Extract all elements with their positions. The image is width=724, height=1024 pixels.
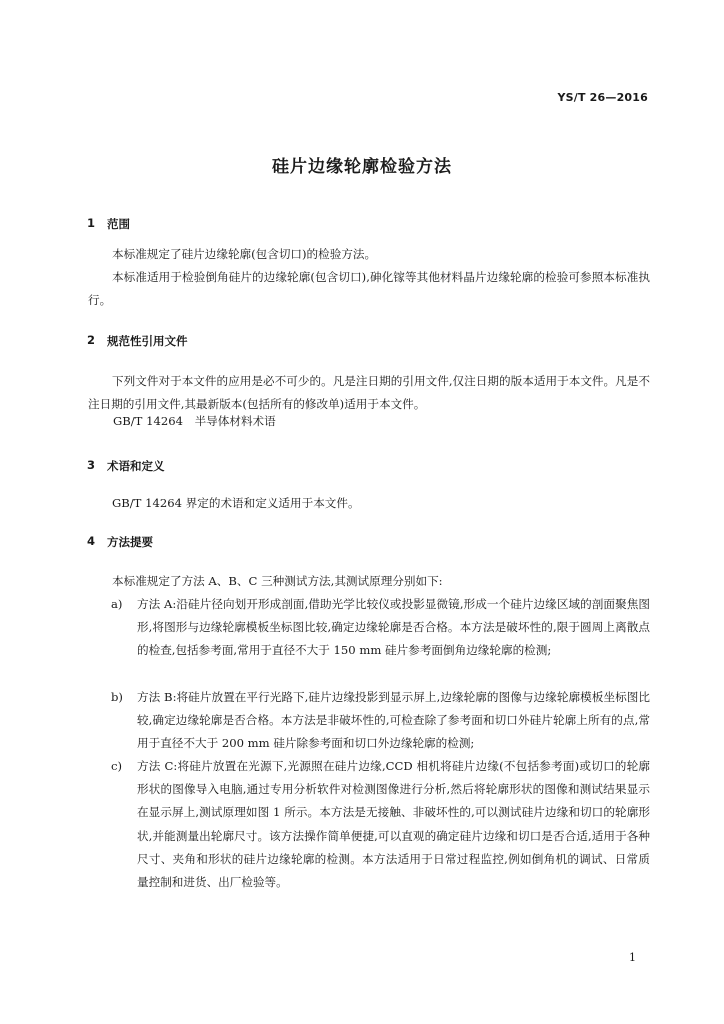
section-1-title: 范围 — [107, 217, 131, 231]
section-4-intro: 本标准规定了方法 A、B、C 三种测试方法,其测试原理分别如下: — [112, 574, 443, 588]
section-1-paragraph-1: 本标准规定了硅片边缘轮廓(包含切口)的检验方法。 — [112, 247, 377, 261]
list-label: c) — [111, 759, 123, 773]
list-label: b) — [111, 690, 123, 704]
section-3-title: 术语和定义 — [107, 459, 165, 473]
section-1-number: 1 — [87, 216, 96, 230]
section-3-heading — [87, 458, 165, 474]
section-3-paragraph-1: GB/T 14264 界定的术语和定义适用于本文件。 — [112, 496, 360, 510]
section-4-number: 4 — [87, 534, 96, 548]
section-2-number: 2 — [87, 333, 96, 347]
normative-reference: GB/T 14264 半导体材料术语 — [113, 414, 276, 428]
list-text: 方法 A:沿硅片径向划开形成剖面,借助光学比较仪或投影显微镜,形成一个硅片边缘区域的剖面聚焦图形,将图形与边缘轮廓模板坐标图比较,确定边缘轮廓是否合格。本方法是破坏性的,限于圆周上离散点的检查,包括参考面,常用于直径不大于 150 mm 硅片参考面倒角边缘轮廓的检测; — [137, 597, 650, 658]
method-b-item — [88, 686, 650, 756]
section-2-title: 规范性引用文件 — [107, 334, 188, 348]
list-text: 方法 C:将硅片放置在光源下,光源照在硅片边缘,CCD 相机将硅片边缘(不包括参考面)或切口的轮廓形状的图像导入电脑,通过专用分析软件对检测图像进行分析,然后将轮廓形状的图像和测试结果显示在显示屏上,测试原理如图 1 所示。本方法是无接触、非破坏性的,可以测试硅片边缘和切口的轮廓形状,并能测量出轮廓尺寸。该方法操作简单便捷,可以直观的确定硅片边缘和切口是否合适,适用于各种尺寸、夹角和形状的硅片边缘轮廓的检测。本方法适用于日常过程监控,例如倒角机的调试、日常质量控制和进货、出厂检验等。 — [137, 759, 650, 890]
list-label: a) — [111, 597, 123, 611]
section-4-title: 方法提要 — [107, 535, 154, 549]
section-1-paragraph-2: 本标准适用于检验倒角硅片的边缘轮廓(包含切口),砷化镓等其他材料晶片边缘轮廓的检验可参照本标准执行。 — [88, 270, 650, 308]
section-1-heading — [87, 216, 130, 232]
method-c-item — [88, 755, 650, 894]
section-3-number: 3 — [87, 458, 96, 472]
page-number: 1 — [629, 951, 636, 964]
method-a-item — [88, 593, 650, 663]
section-2-heading — [87, 333, 188, 349]
section-2-paragraph-1: 下列文件对于本文件的应用是必不可少的。凡是注日期的引用文件,仅注日期的版本适用于本文件。凡是不注日期的引用文件,其最新版本(包括所有的修改单)适用于本文件。 — [88, 374, 650, 412]
document-title: 硅片边缘轮廓检验方法 — [272, 157, 452, 177]
list-text: 方法 B:将硅片放置在平行光路下,硅片边缘投影到显示屏上,边缘轮廓的图像与边缘轮廓模板坐标图比较,确定边缘轮廓是否合格。本方法是非破坏性的,可检查除了参考面和切口外硅片轮廓上所有的点,常用于直径不大于 200 mm 硅片除参考面和切口外边缘轮廓的检测; — [137, 690, 650, 751]
standard-code: YS/T 26—2016 — [557, 91, 648, 104]
section-4-heading — [87, 534, 153, 550]
